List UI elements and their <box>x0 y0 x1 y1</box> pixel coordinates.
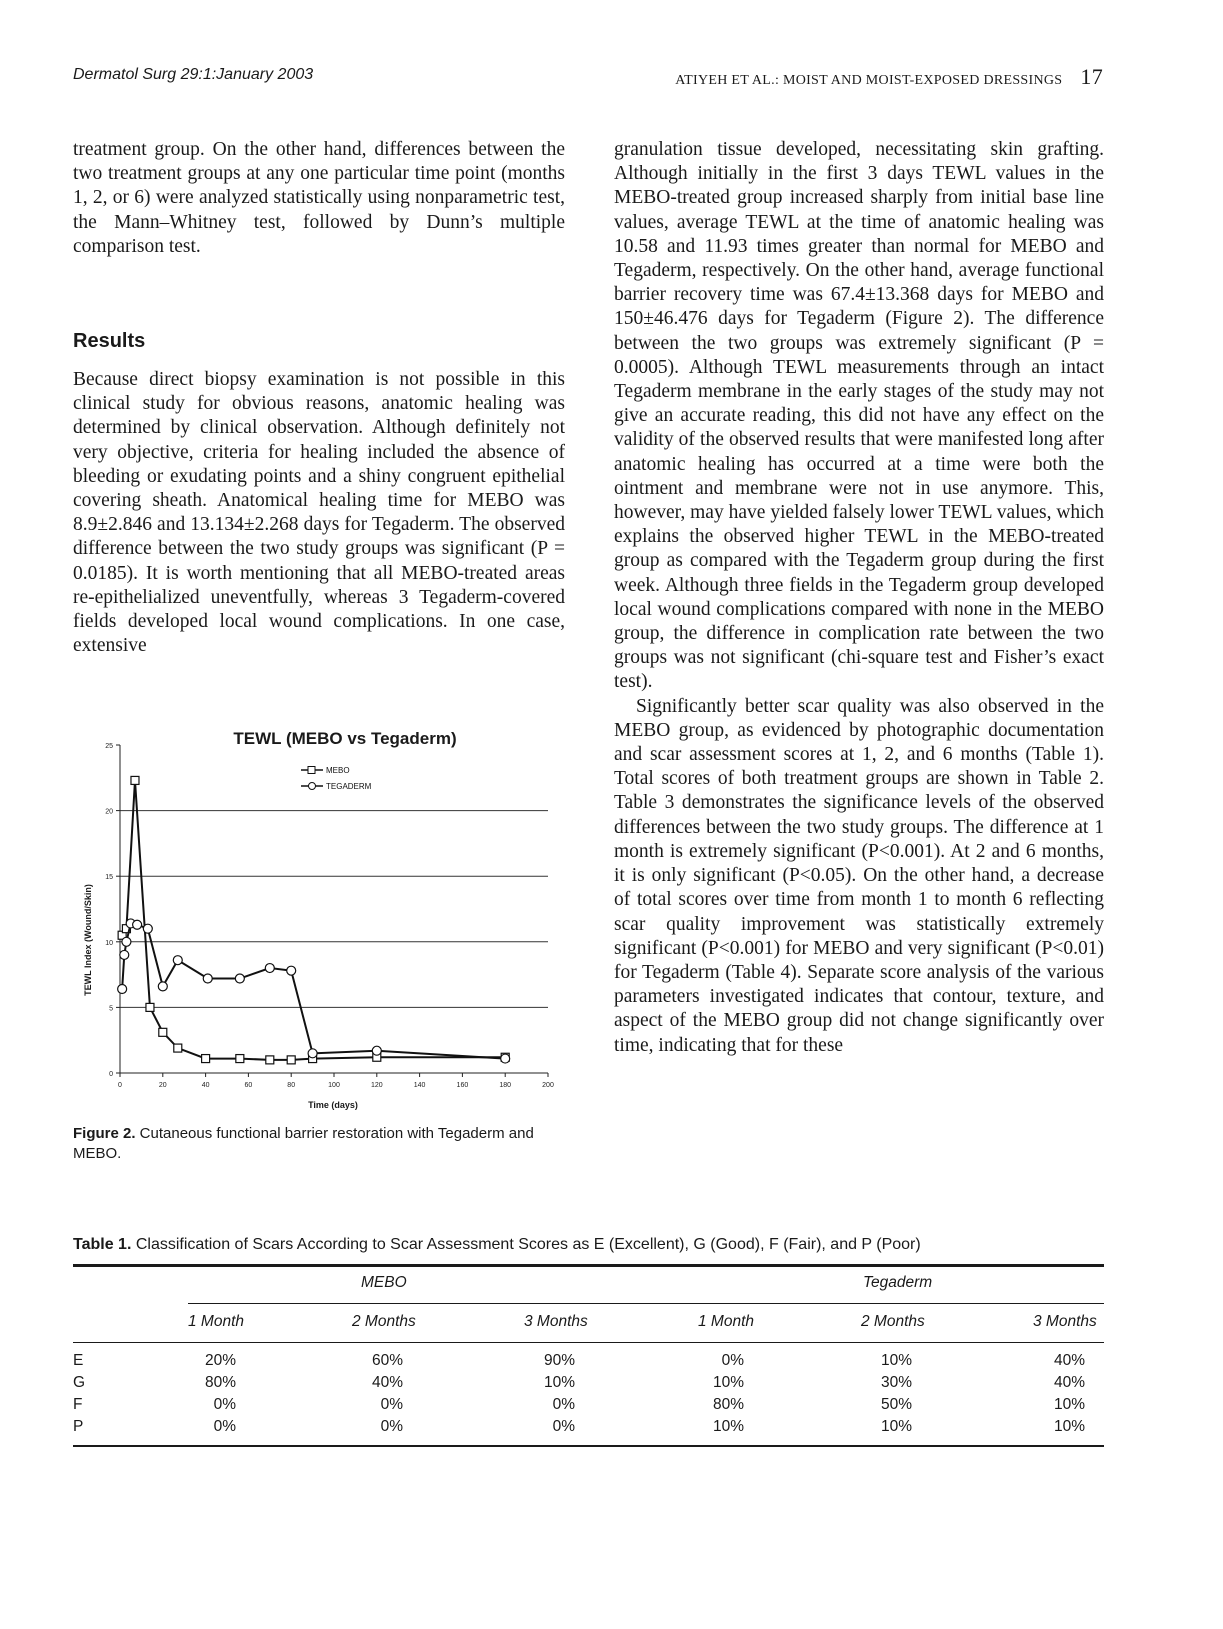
table-cell: 60% <box>371 1352 403 1369</box>
table-cell: 40% <box>371 1374 403 1391</box>
body-paragraph: Because direct biopsy examination is not possible in this clinical study for obvious reasons, anatomic healing was determined by clinical observation. Although definitely not very objective, criteria for healing included the absence of bleeding or exudating points and a shiny congruent epithelial covering sheath. Anatomical healing time for MEBO was 8.9±2.846 and 13.134±2.268 days for Tegaderm. The observed difference between the two study groups was significant (P = 0.0185). It is worth mentioning that all MEBO-treated areas re-epithelialized uneventfully, whereas 3 Tegaderm-covered fields developed local wound complications. In one case, extensive <box>73 369 565 657</box>
table-cell: 0% <box>552 1396 575 1413</box>
body-paragraph: granulation tissue developed, necessitating skin grafting. Although initially in the first 3 days TEWL values in the MEBO-treated group increased sharply from initial base line values, average TEWL at the time of anatomic healing was 10.58 and 11.93 times greater than normal for MEBO and Tegaderm, respectively. On the other hand, average functional barrier recovery time was 67.4±13.368 days for MEBO and 150±46.476 days for Tegaderm (Figure 2). The difference between the two groups was extremely significant (P = 0.0005). Although TEWL measurements through an intact Tegaderm membrane in the early stages of the study may not give an accurate reading, this did not have any effect on the validity of the observed results that were manifested long after anatomic healing has occurred at a time were both the ointment and membrane were not in use anymore. This, however, may have yielded falsely lower TEWL values, which explains the observed higher TEWL in the MEBO-treated group as compared with the Tegaderm group during the first week. Although three fields in the Tegaderm group developed local wound complications compared with none in the MEBO group, the difference in complication rate between the two groups was not significant (chi-square test and Fisher’s exact test). <box>614 139 1104 693</box>
x-axis-label: Time (days) <box>308 1100 358 1110</box>
table-cell: 80% <box>204 1374 236 1391</box>
group-header-tegaderm: Tegaderm <box>863 1274 933 1291</box>
results-heading: Results <box>73 330 146 352</box>
x-tick-label: 200 <box>542 1082 554 1089</box>
table-bottom-rule <box>73 1445 1104 1447</box>
legend <box>301 766 372 791</box>
data-point-tegaderm <box>235 974 244 983</box>
table-cell: 20% <box>204 1352 236 1369</box>
column-header: 2 Months <box>352 1313 416 1330</box>
table-cell: 10% <box>1053 1396 1085 1413</box>
figure-2 <box>73 720 573 1130</box>
tegaderm-group-rule <box>680 1303 1104 1304</box>
table-cell: 0% <box>213 1418 236 1435</box>
y-tick-label: 10 <box>105 939 113 947</box>
data-point-mebo <box>174 1044 182 1052</box>
x-tick-label: 100 <box>328 1082 340 1089</box>
table-cell: 0% <box>213 1396 236 1413</box>
header-bottom-rule <box>73 1342 1104 1343</box>
left-column-paragraph-1 <box>73 138 565 259</box>
axis-layer <box>105 743 554 1089</box>
table-top-rule <box>73 1264 1104 1267</box>
y-axis-label: TEWL Index (Wound/Skin) <box>83 884 93 996</box>
table-cell: 10% <box>712 1374 744 1391</box>
column-header: 2 Months <box>861 1313 925 1330</box>
running-title: ATIYEH ET AL.: MOIST AND MOIST-EXPOSED DRESSINGS <box>675 73 1063 88</box>
column-header: 1 Month <box>698 1313 755 1330</box>
data-point-tegaderm <box>143 924 152 933</box>
table-cell: 10% <box>1053 1418 1085 1435</box>
legend-swatch-marker <box>308 767 315 774</box>
data-point-tegaderm <box>203 974 212 983</box>
data-point-mebo <box>159 1028 167 1036</box>
y-tick-label: 0 <box>109 1071 113 1078</box>
column-header: 3 Months <box>1033 1313 1097 1330</box>
series-line-mebo <box>122 780 505 1059</box>
y-tick-label: 20 <box>105 808 113 816</box>
table-cell: 10% <box>543 1374 575 1391</box>
table-cell: 10% <box>880 1418 912 1435</box>
table-cell: 40% <box>1053 1352 1085 1369</box>
chart-title: TEWL (MEBO vs Tegaderm) <box>233 729 457 748</box>
row-label: E <box>73 1352 84 1369</box>
row-label: G <box>73 1374 86 1391</box>
x-tick-label: 20 <box>158 1082 167 1089</box>
x-tick-label: 60 <box>244 1082 253 1089</box>
data-point-tegaderm <box>158 982 167 991</box>
data-point-tegaderm <box>287 966 296 975</box>
group-header-mebo: MEBO <box>361 1274 407 1291</box>
table-cell: 30% <box>880 1374 912 1391</box>
data-point-tegaderm <box>372 1046 381 1055</box>
x-tick-label: 180 <box>499 1082 512 1089</box>
legend-swatch-marker <box>309 783 316 790</box>
table-title <box>73 1236 921 1254</box>
journal-citation: Dermatol Surg 29:1:January 2003 <box>73 66 314 83</box>
row-label: P <box>73 1418 84 1435</box>
table-cell: 0% <box>380 1396 403 1413</box>
data-point-mebo <box>202 1055 210 1063</box>
running-header <box>675 64 1103 90</box>
column-header: 1 Month <box>188 1313 245 1330</box>
body-paragraph: Significantly better scar quality was also observed in the MEBO group, as evidenced by photographic documentation and scar assessment scores at 1, 2, and 6 months (Table 1). Total scores of both treatment groups are shown in Table 2. Table 3 demonstrates the significance levels of the observed differences between the two study groups. The difference at 1 month is extremely significant (P<0.001). At 2 and 6 months, it is only significant (P<0.05). On the other hand, a decrease of total scores over time from month 1 to month 6 reflecting scar quality improvement was statistically extremely significant (P<0.001) for MEBO and very significant (P<0.01) for Tegaderm (Table 4). Separate score analysis of the various parameters investigated indicates that contour, texture, and aspect of the MEBO group did not change significantly over time, indicating that for these <box>614 695 1104 1056</box>
data-point-tegaderm <box>173 956 182 965</box>
data-point-tegaderm <box>120 950 129 959</box>
tewl-line-chart <box>73 720 573 1120</box>
data-point-mebo <box>287 1056 295 1064</box>
table-cell: 10% <box>712 1418 744 1435</box>
x-tick-label: 160 <box>456 1082 469 1089</box>
table-cell: 0% <box>380 1418 403 1435</box>
table-cell: 0% <box>552 1418 575 1435</box>
y-tick-label: 25 <box>105 743 113 750</box>
x-tick-label: 0 <box>118 1082 122 1089</box>
data-point-tegaderm <box>133 920 142 929</box>
y-tick-label: 5 <box>109 1005 113 1013</box>
mebo-group-rule <box>188 1303 682 1304</box>
data-point-mebo <box>146 1003 154 1011</box>
data-point-tegaderm <box>265 964 274 973</box>
table-cell: 0% <box>721 1352 744 1369</box>
table-cell: 50% <box>880 1396 912 1413</box>
data-point-mebo <box>266 1056 274 1064</box>
series-layer <box>118 776 510 1063</box>
data-point-mebo <box>131 776 139 784</box>
y-tick-label: 15 <box>105 874 113 882</box>
x-tick-label: 40 <box>201 1082 210 1089</box>
page-number: 17 <box>1080 64 1103 89</box>
table-cell: 40% <box>1053 1374 1085 1391</box>
x-tick-label: 80 <box>287 1082 296 1089</box>
legend-label: TEGADERM <box>326 782 372 791</box>
data-point-tegaderm <box>122 937 131 946</box>
grid-layer <box>120 811 548 1008</box>
data-point-tegaderm <box>501 1054 510 1063</box>
table-cell: 10% <box>880 1352 912 1369</box>
caption-text: Cutaneous functional barrier restoration with Tegaderm and MEBO. <box>73 1125 534 1162</box>
right-column <box>614 138 1104 1058</box>
left-column-paragraph-2 <box>73 368 565 658</box>
x-tick-label: 140 <box>413 1082 426 1089</box>
table-title-text: Classification of Scars According to Scar Assessment Scores as E (Excellent), G (Good), F (Fair), and P (Poor) <box>131 1236 921 1253</box>
figure-caption <box>73 1124 565 1164</box>
series-line-tegaderm <box>122 923 505 1058</box>
column-header: 3 Months <box>524 1313 588 1330</box>
table-cell: 90% <box>543 1352 575 1369</box>
body-paragraph: treatment group. On the other hand, differences between the two treatment groups at any one particular time point (months 1, 2, or 6) were analyzed statistically using nonparametric test, the Mann–Whitney test, followed by Dunn’s multiple comparison test. <box>73 139 565 257</box>
data-point-tegaderm <box>308 1049 317 1058</box>
table-label: Table 1. <box>73 1236 132 1253</box>
x-tick-label: 120 <box>370 1082 383 1089</box>
legend-label: MEBO <box>326 766 350 775</box>
row-label: F <box>73 1396 83 1413</box>
data-point-tegaderm <box>118 985 127 994</box>
table-cell: 80% <box>712 1396 744 1413</box>
caption-label: Figure 2. <box>73 1125 136 1142</box>
data-point-mebo <box>236 1055 244 1063</box>
